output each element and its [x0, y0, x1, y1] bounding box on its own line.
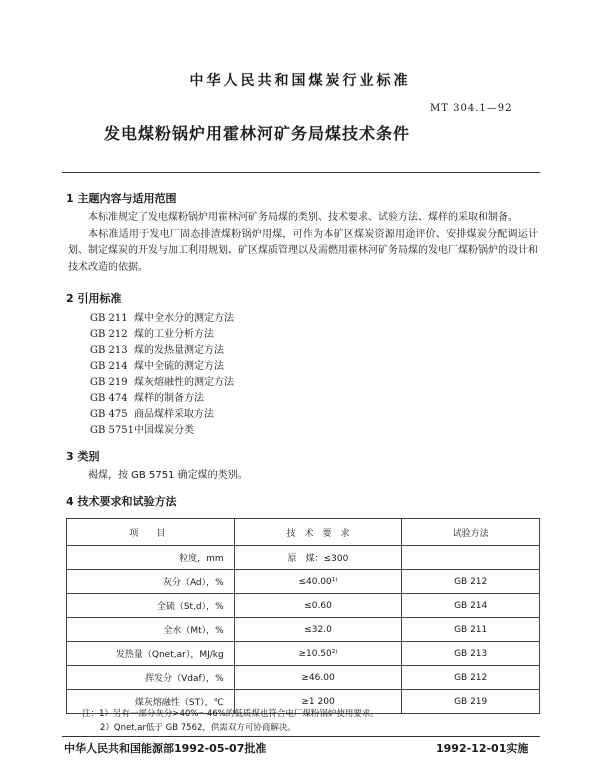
section-1-paragraph-2: 本标准适用于发电厂固态排渣煤粉锅炉用煤，可作为本矿区煤炭资源用途评价、安排煤炭分配调运计划、制定煤炭的开发与加工利用规划、矿区煤质管理以及需燃用霍林河矿务局煤的发电厂煤粉锅炉的设计和技术改造的依据。: [68, 228, 538, 273]
row-requirement: ≥10.50²⁾: [234, 642, 402, 666]
table-notes: [82, 707, 379, 735]
reference-title: 煤样的制备方法: [134, 393, 204, 404]
row-item: 灰分（Ad），%: [67, 570, 235, 594]
row-requirement: 原 煤：≤300: [234, 546, 402, 570]
row-item: 全硫（St,d），%: [67, 594, 235, 618]
reference-title: 煤中全水分的测定方法: [134, 313, 234, 324]
table-row: [67, 618, 540, 642]
reference-code: GB 219: [90, 377, 128, 388]
reference-item: [90, 327, 234, 343]
table-row: [67, 642, 540, 666]
reference-item: [90, 375, 234, 391]
standard-code: MT 304.1—92: [430, 103, 513, 114]
reference-code: GB 211: [90, 313, 128, 324]
effective-date: 1992-12-01实施: [436, 742, 529, 755]
row-method: GB 212: [402, 570, 540, 594]
row-item: 全水（Mt），%: [67, 618, 235, 642]
row-requirement: ≤40.00¹⁾: [234, 570, 402, 594]
header-rule: [62, 172, 540, 173]
reference-title: 煤的工业分析方法: [134, 329, 214, 340]
header-requirement: 技 术 要 求: [234, 519, 402, 546]
reference-code: GB 475: [90, 409, 128, 420]
reference-code: GB 213: [90, 345, 128, 356]
footer-rule: [62, 736, 540, 737]
org-title: 中华人民共和国煤炭行业标准: [189, 73, 411, 89]
row-method: GB 219: [402, 690, 540, 714]
row-requirement: ≤32.0: [234, 618, 402, 642]
section-1-paragraph-1: 本标准规定了发电煤粉锅炉用霍林河矿务局煤的类别、技术要求、试验方法、煤样的采取和制备。: [88, 212, 518, 223]
reference-code: GB 5751: [90, 425, 134, 436]
row-method: GB 213: [402, 642, 540, 666]
document-title: 发电煤粉锅炉用霍林河矿务局煤技术条件: [104, 124, 411, 143]
header-item: 项 目: [67, 519, 235, 546]
row-item: 发热量（Qnet,ar），MJ/kg: [67, 642, 235, 666]
section-3-paragraph: 褐煤，按 GB 5751 确定煤的类别。: [88, 470, 248, 481]
reference-code: GB 214: [90, 361, 128, 372]
row-item: 粒度，mm: [67, 546, 235, 570]
row-method: GB 214: [402, 594, 540, 618]
reference-list: [90, 311, 234, 439]
section-4-heading: 4 技术要求和试验方法: [66, 495, 177, 508]
reference-item: [90, 391, 234, 407]
note-1: 注：1）另有一部分灰分>40%～46%的低质煤也符合电厂煤粉锅炉使用要求。: [82, 709, 379, 719]
section-3-body: [68, 468, 538, 485]
reference-item: [90, 311, 234, 327]
row-method: GB 211: [402, 618, 540, 642]
note-2: 2）Qnet,ar低于 GB 7562，供需双方可协商解决。: [100, 723, 296, 733]
table-row: [67, 570, 540, 594]
reference-title: 中国煤炭分类: [134, 425, 194, 436]
reference-code: GB 474: [90, 393, 128, 404]
section-2-heading: 2 引用标准: [66, 292, 122, 305]
approval-line: 中华人民共和国能源部1992-05-07批准: [64, 742, 267, 755]
row-item: 煤灰熔融性（ST），℃: [67, 690, 235, 714]
row-requirement: ≥1 200: [234, 690, 402, 714]
reference-title: 煤灰熔融性的测定方法: [134, 377, 234, 388]
row-requirement: ≤0.60: [234, 594, 402, 618]
reference-title: 煤中全硫的测定方法: [134, 361, 224, 372]
row-item: 挥发分（Vdaf），%: [67, 666, 235, 690]
reference-item: [90, 359, 234, 375]
table-row: [67, 546, 540, 570]
technical-requirements-table: [66, 518, 540, 714]
row-requirement: ≥46.00: [234, 666, 402, 690]
reference-code: GB 212: [90, 329, 128, 340]
section-1-heading: 1 主题内容与适用范围: [66, 192, 177, 205]
section-3-heading: 3 类别: [66, 450, 100, 463]
reference-title: 煤的发热量测定方法: [134, 345, 224, 356]
reference-title: 商品煤样采取方法: [134, 409, 214, 420]
reference-item: [90, 407, 234, 423]
reference-item: [90, 423, 234, 439]
header-method: 试验方法: [402, 519, 540, 546]
section-1-body: [68, 210, 538, 276]
row-method: GB 212: [402, 666, 540, 690]
table-header-row: [67, 519, 540, 546]
table-row: [67, 666, 540, 690]
table-row: [67, 594, 540, 618]
row-method: [402, 546, 540, 570]
reference-item: [90, 343, 234, 359]
